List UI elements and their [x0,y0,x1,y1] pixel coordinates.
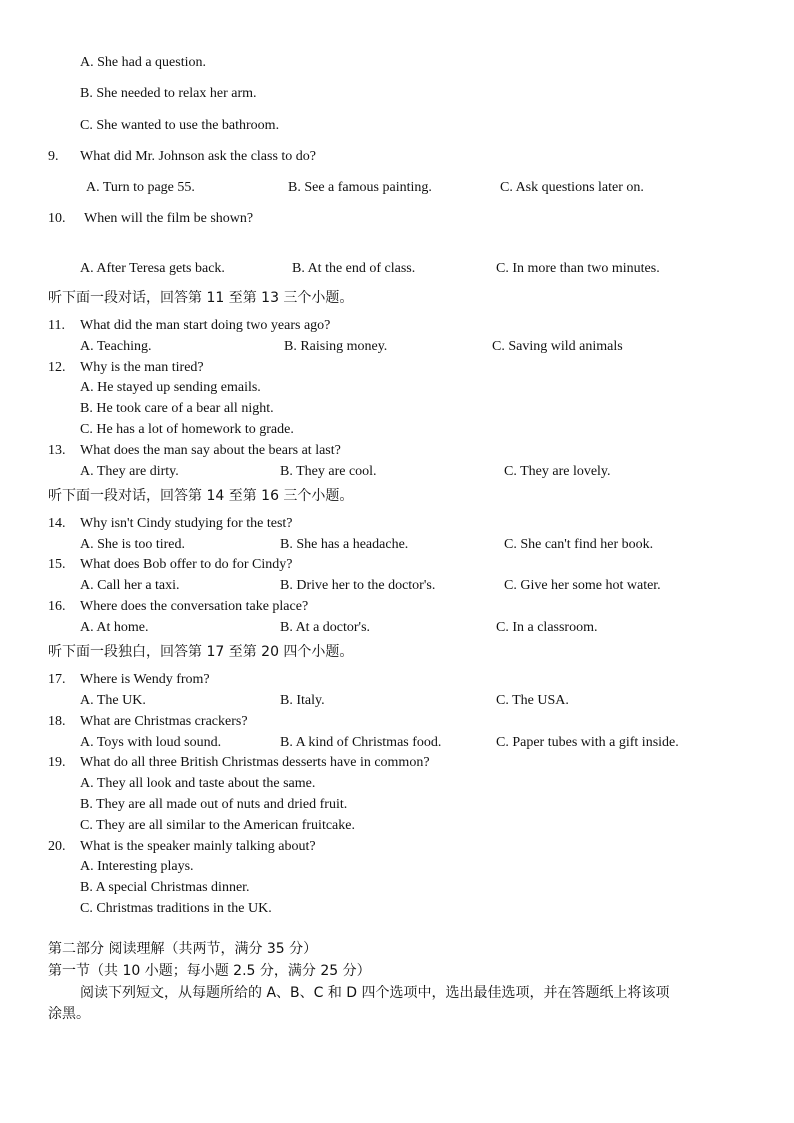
q20-option-a: A. Interesting plays. [80,859,194,874]
q19-number: 19. [48,755,66,770]
q15-question: What does Bob offer to do for Cindy? [80,557,293,572]
q12-number: 12. [48,360,66,375]
q10-question: When will the film be shown? [84,211,254,226]
q13-option-b: B. They are cool. [280,464,377,479]
q11-option-c: C. Saving wild animals [492,339,623,354]
instructions-line1: 阅读下列短文，从每题所给的 A、B、C 和 D 四个选项中，选出最佳选项，并在答题纸上将该项 [80,985,670,1001]
q11-option-a: A. Teaching. [80,339,152,354]
q8-option-a: A. She had a question. [80,55,206,70]
q12-question: Why is the man tired? [80,360,204,375]
q8-option-b: B. She needed to relax her arm. [80,86,257,101]
q20-question: What is the speaker mainly talking about? [80,839,316,854]
q17-number: 17. [48,672,66,687]
q14-option-a: A. She is too tired. [80,537,185,552]
q10-option-c: C. In more than two minutes. [496,261,660,276]
q18-option-b: B. A kind of Christmas food. [280,735,442,750]
q10-number: 10. [48,211,66,226]
q16-option-a: A. At home. [80,620,149,635]
q13-number: 13. [48,443,66,458]
q15-number: 15. [48,557,66,572]
q15-option-a: A. Call her a taxi. [80,578,180,593]
q9-option-a: A. Turn to page 55. [86,180,195,195]
q20-number: 20. [48,839,66,854]
q9-option-b: B. See a famous painting. [288,180,432,195]
part2-title: 第二部分 阅读理解（共两节，满分 35 分） [48,941,318,957]
q14-option-c: C. She can't find her book. [504,537,654,552]
q13-option-c: C. They are lovely. [504,464,611,479]
section-header-17-20: 听下面一段独白，回答第 17 至第 20 四个小题。 [48,644,354,660]
q11-question: What did the man start doing two years ago? [80,318,331,333]
q16-question: Where does the conversation take place? [80,599,309,614]
q19-option-a: A. They all look and taste about the same. [80,776,316,791]
q18-number: 18. [48,714,66,729]
q11-number: 11. [48,318,65,333]
q17-question: Where is Wendy from? [80,672,210,687]
q12-option-c: C. He has a lot of homework to grade. [80,422,294,437]
q14-number: 14. [48,516,66,531]
q19-option-c: C. They are all similar to the American fruitcake. [80,818,355,833]
q15-option-c: C. Give her some hot water. [504,578,661,593]
q20-option-c: C. Christmas traditions in the UK. [80,901,272,916]
q17-option-c: C. The USA. [496,693,569,708]
q17-option-b: B. Italy. [280,693,325,708]
q19-option-b: B. They are all made out of nuts and dried fruit. [80,797,348,812]
q18-option-c: C. Paper tubes with a gift inside. [496,735,679,750]
instructions-line2: 涂黑。 [48,1006,90,1022]
q12-option-b: B. He took care of a bear all night. [80,401,274,416]
q16-option-b: B. At a doctor's. [280,620,371,635]
q9-question: What did Mr. Johnson ask the class to do? [80,149,317,164]
q15-option-b: B. Drive her to the doctor's. [280,578,436,593]
q18-question: What are Christmas crackers? [80,714,248,729]
q8-option-c: C. She wanted to use the bathroom. [80,118,280,133]
q11-option-b: B. Raising money. [284,339,388,354]
section-header-14-16: 听下面一段对话，回答第 14 至第 16 三个小题。 [48,488,354,504]
q18-option-a: A. Toys with loud sound. [80,735,222,750]
q14-option-b: B. She has a headache. [280,537,409,552]
q16-option-c: C. In a classroom. [496,620,598,635]
q16-number: 16. [48,599,66,614]
q9-option-c: C. Ask questions later on. [500,180,644,195]
q13-option-a: A. They are dirty. [80,464,179,479]
q17-option-a: A. The UK. [80,693,146,708]
q10-option-b: B. At the end of class. [292,261,416,276]
q14-question: Why isn't Cindy studying for the test? [80,516,293,531]
q10-option-a: A. After Teresa gets back. [80,261,225,276]
q12-option-a: A. He stayed up sending emails. [80,380,261,395]
q20-option-b: B. A special Christmas dinner. [80,880,250,895]
q13-question: What does the man say about the bears at last? [80,443,341,458]
q9-number: 9. [48,149,59,164]
q19-question: What do all three British Christmas desserts have in common? [80,755,430,770]
part2-section1-title: 第一节（共 10 小题；每小题 2.5 分，满分 25 分） [48,963,371,979]
section-header-11-13: 听下面一段对话，回答第 11 至第 13 三个小题。 [48,290,354,306]
